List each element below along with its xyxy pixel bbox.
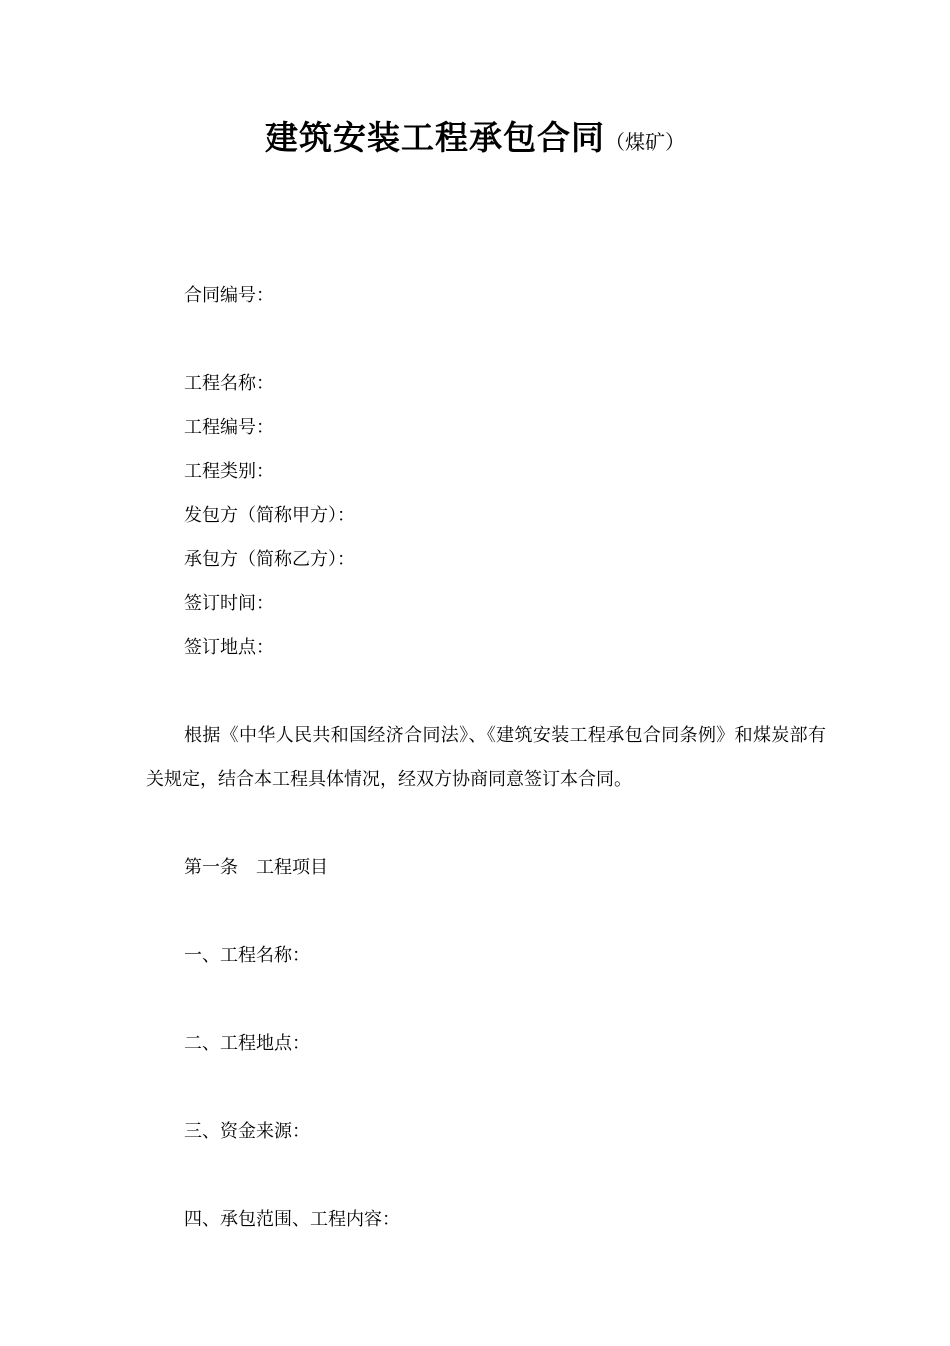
field-party-b: 承包方（简称乙方）： [184, 549, 355, 570]
document-title [0, 112, 950, 159]
field-project-name: 工程名称： [184, 373, 274, 394]
article-1-item-4: 四、承包范围、工程内容： [184, 1209, 400, 1230]
article-1-item-3: 三、资金来源： [184, 1121, 310, 1142]
article-1-heading: 第一条 工程项目 [184, 857, 328, 878]
field-project-category: 工程类别： [184, 461, 274, 482]
field-signing-time: 签订时间： [184, 593, 274, 614]
article-1-item-2: 二、工程地点： [184, 1033, 310, 1054]
field-project-number: 工程编号： [184, 417, 274, 438]
field-party-a: 发包方（简称甲方）： [184, 505, 355, 526]
preamble-paragraph: 根据《中华人民共和国经济合同法》、《建筑安装工程承包合同条例》和煤炭部有关规定，结合本工程具体情况，经双方协商同意签订本合同。 [146, 725, 826, 790]
title-main: 建筑安装工程承包合同 [265, 118, 605, 157]
article-1-item-1: 一、工程名称： [184, 945, 310, 966]
contract-number-label: 合同编号： [184, 285, 274, 306]
field-signing-place: 签订地点： [184, 637, 274, 658]
title-suffix: （煤矿） [605, 130, 685, 154]
